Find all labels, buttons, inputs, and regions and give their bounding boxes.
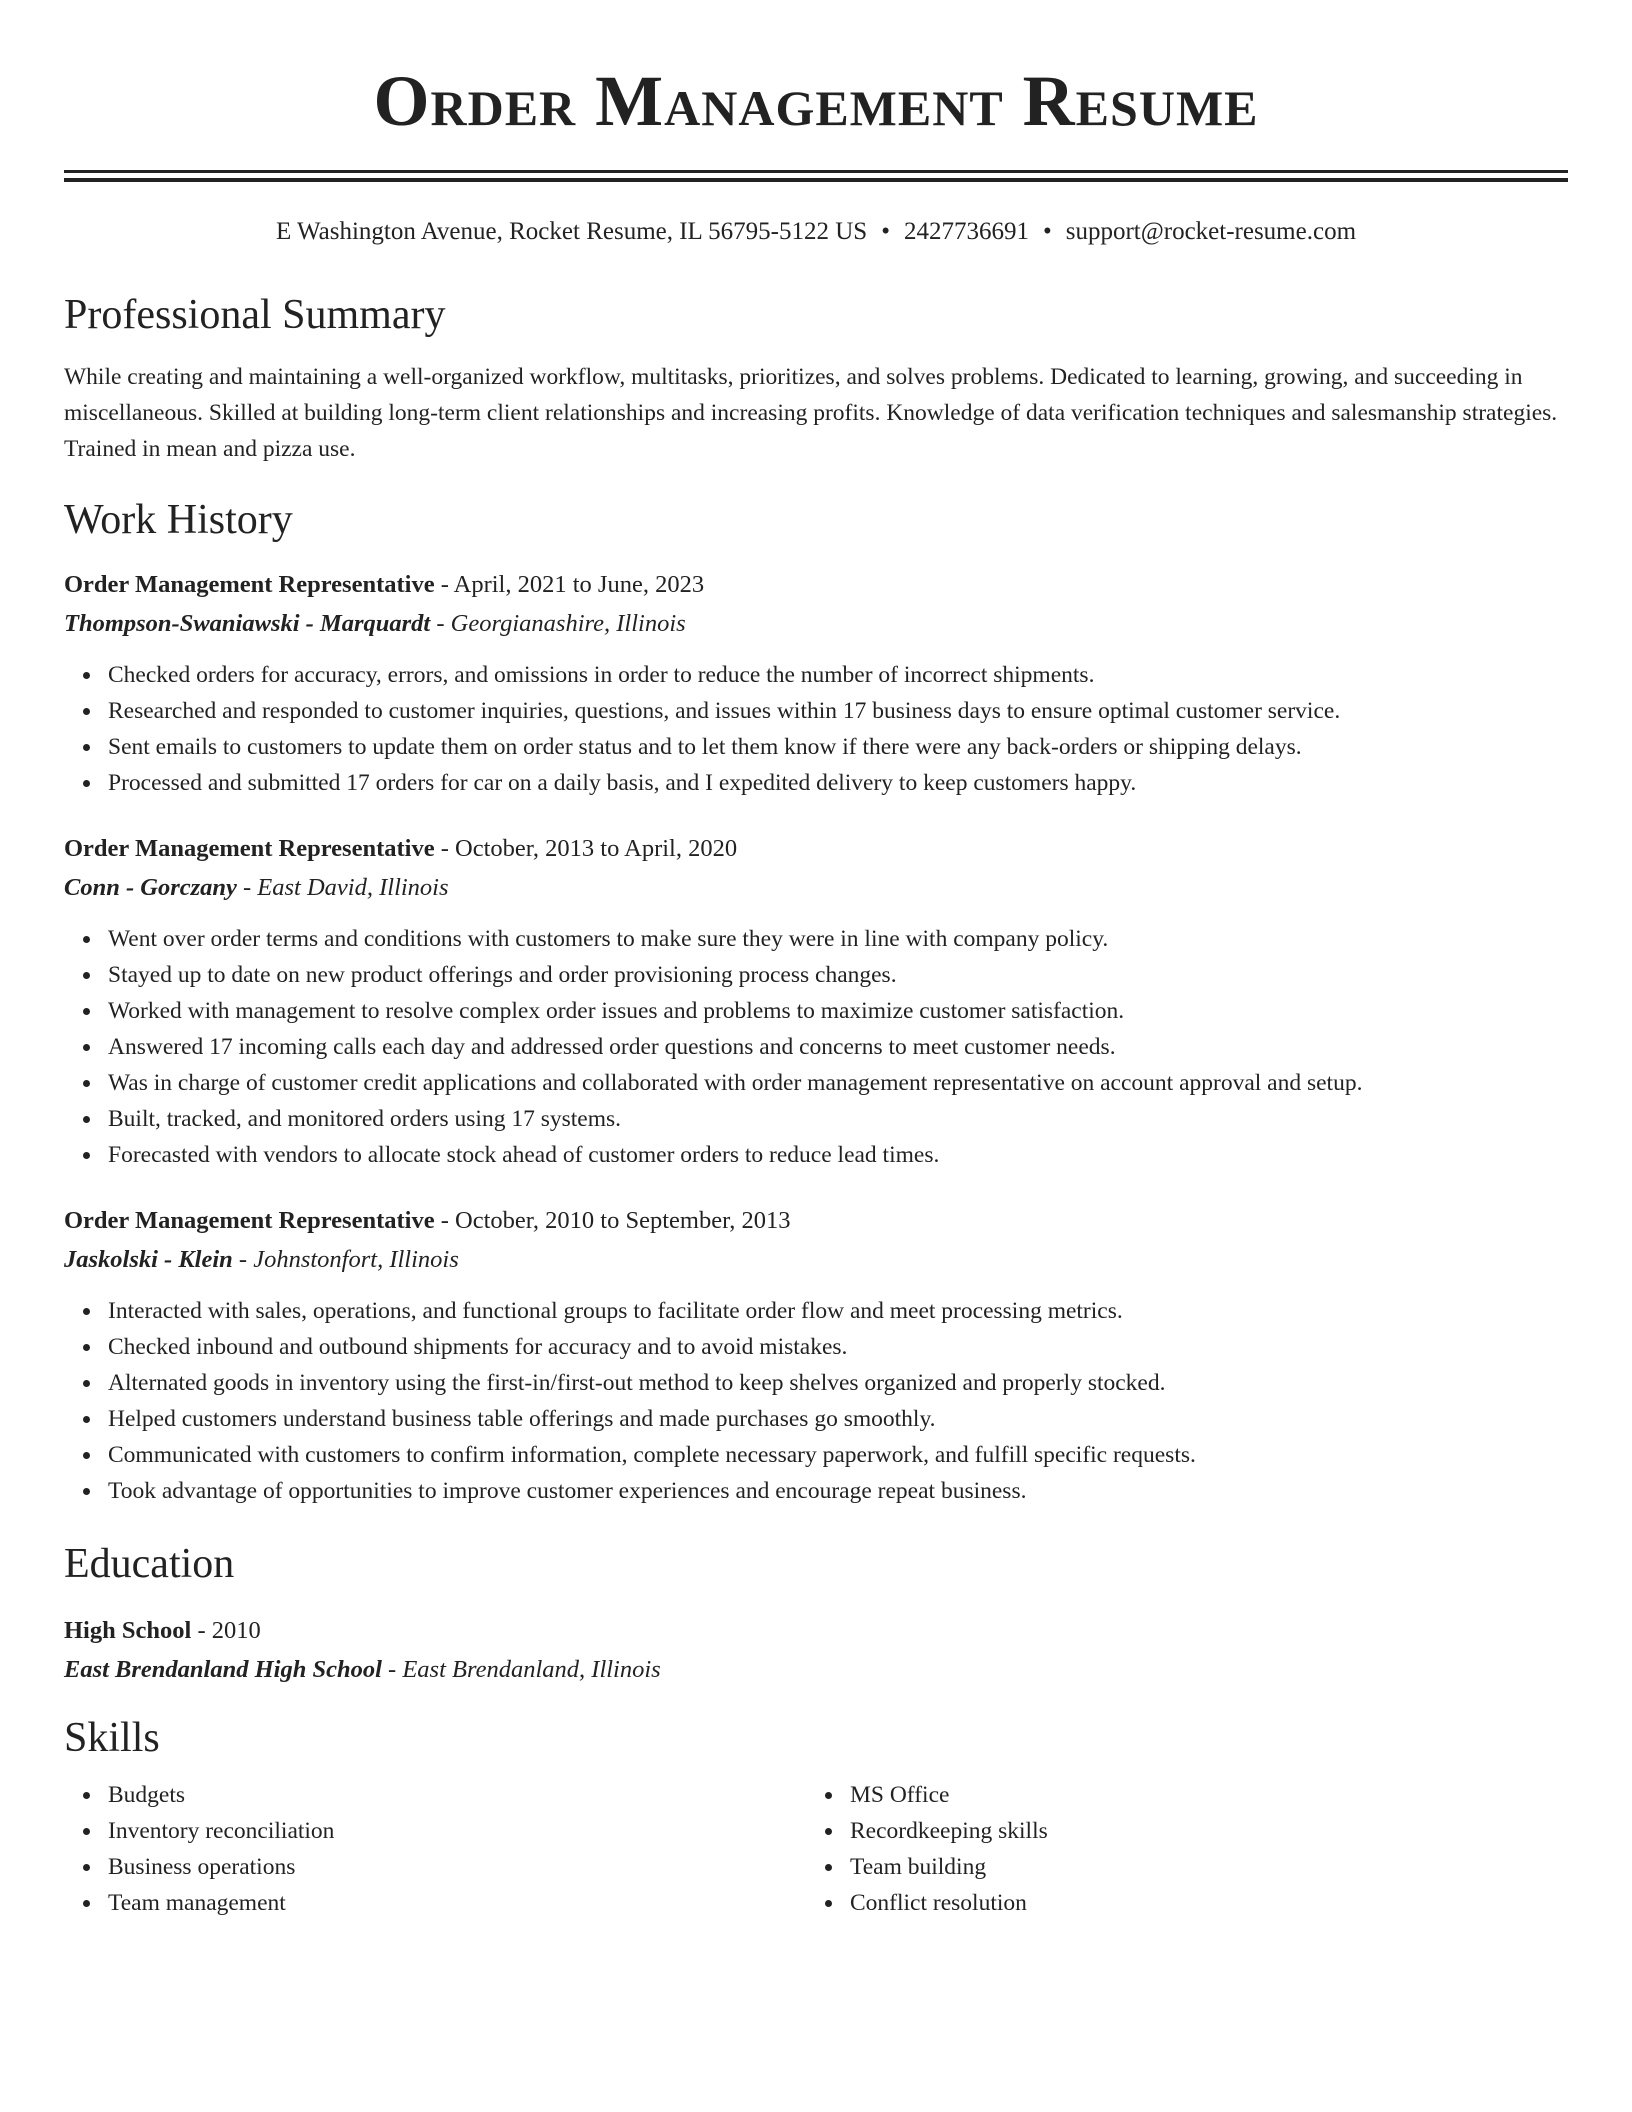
section-title-skills: Skills <box>64 1715 160 1761</box>
job-dates: - October, 2010 to September, 2013 <box>434 1207 791 1234</box>
skill-item: Team building <box>850 1849 1548 1885</box>
employer-name: Thompson-Swaniawski - Marquardt <box>64 610 431 637</box>
list-item: Forecasted with vendors to allocate stock ahead of customer orders to reduce lead times. <box>108 1137 1568 1173</box>
list-item: Stayed up to date on new product offerings and order provisioning process changes. <box>108 957 1568 993</box>
job-bullets <box>64 921 1568 1173</box>
list-item: Took advantage of opportunities to improve customer experiences and encourage repeat business. <box>108 1473 1568 1509</box>
list-item: Sent emails to customers to update them on order status and to let them know if there were any back-orders or shipping delays. <box>108 729 1568 765</box>
job-role: Order Management Representative <box>64 835 435 862</box>
school-line <box>64 1651 1568 1689</box>
school-name: East Brendanland High School <box>64 1656 382 1683</box>
skills-list <box>64 1777 806 1921</box>
employer-line <box>64 605 1568 643</box>
employer-location: - Johnstonfort, Illinois <box>232 1246 459 1273</box>
list-item: Worked with management to resolve complex order issues and problems to maximize customer satisfaction. <box>108 993 1568 1029</box>
list-item: Helped customers understand business table offerings and made purchases go smoothly. <box>108 1401 1568 1437</box>
list-item: Checked orders for accuracy, errors, and omissions in order to reduce the number of incorrect shipments. <box>108 657 1568 693</box>
contact-separator: • <box>1042 218 1052 245</box>
job-dates: - April, 2021 to June, 2023 <box>434 571 705 598</box>
skill-item: Recordkeeping skills <box>850 1813 1548 1849</box>
skills-column-right <box>806 1777 1548 1921</box>
list-item: Processed and submitted 17 orders for car on a daily basis, and I expedited delivery to keep customers happy. <box>108 765 1568 801</box>
list-item: Answered 17 incoming calls each day and addressed order questions and concerns to meet customer needs. <box>108 1029 1568 1065</box>
employer-line <box>64 869 1568 907</box>
skill-item: Team management <box>108 1885 806 1921</box>
contact-phone: 2427736691 <box>903 218 1029 245</box>
skill-item: Conflict resolution <box>850 1885 1548 1921</box>
list-item: Checked inbound and outbound shipments for accuracy and to avoid mistakes. <box>108 1329 1568 1365</box>
job-heading <box>64 831 1568 867</box>
list-item: Interacted with sales, operations, and functional groups to facilitate order flow and meet processing metrics. <box>108 1293 1568 1329</box>
job-dates: - October, 2013 to April, 2020 <box>434 835 738 862</box>
skills-grid <box>64 1777 1568 1921</box>
section-title-work-history: Work History <box>64 497 293 543</box>
education-heading <box>64 1613 1568 1649</box>
list-item: Alternated goods in inventory using the first-in/first-out method to keep shelves organized and properly stocked. <box>108 1365 1568 1401</box>
job-heading <box>64 1203 1568 1239</box>
skill-item: Business operations <box>108 1849 806 1885</box>
skills-list <box>806 1777 1548 1921</box>
section-title-summary: Professional Summary <box>64 292 446 338</box>
education-entry <box>64 1613 1568 1689</box>
contact-line <box>64 216 1568 248</box>
job-role: Order Management Representative <box>64 1207 435 1234</box>
skill-item: Budgets <box>108 1777 806 1813</box>
job-heading <box>64 567 1568 603</box>
school-location: - East Brendanland, Illinois <box>381 1656 661 1683</box>
employer-location: - East David, Illinois <box>236 874 449 901</box>
education-degree: High School <box>64 1617 192 1644</box>
job-bullets <box>64 1293 1568 1509</box>
resume-title: Order Management Resume <box>373 61 1259 141</box>
education-year: - 2010 <box>191 1617 261 1644</box>
employer-name: Jaskolski - Klein <box>64 1246 233 1273</box>
job-bullets <box>64 657 1568 801</box>
employer-line <box>64 1241 1568 1279</box>
skills-column-left <box>64 1777 806 1921</box>
job-entry <box>64 831 1568 1173</box>
title-divider <box>64 170 1568 182</box>
list-item: Researched and responded to customer inquiries, questions, and issues within 17 business days to ensure optimal customer service. <box>108 693 1568 729</box>
employer-name: Conn - Gorczany <box>64 874 237 901</box>
job-entry <box>64 567 1568 801</box>
list-item: Was in charge of customer credit applications and collaborated with order management representative on account approval and setup. <box>108 1065 1568 1101</box>
employer-location: - Georgianashire, Illinois <box>430 610 686 637</box>
contact-address: E Washington Avenue, Rocket Resume, IL 56795-5122 US <box>275 218 868 245</box>
skill-item: Inventory reconciliation <box>108 1813 806 1849</box>
skill-item: MS Office <box>850 1777 1548 1813</box>
list-item: Built, tracked, and monitored orders using 17 systems. <box>108 1101 1568 1137</box>
list-item: Went over order terms and conditions with customers to make sure they were in line with company policy. <box>108 921 1568 957</box>
summary-text: While creating and maintaining a well-organized workflow, multitasks, prioritizes, and solves problems. Dedicated to learning, growing, and succeeding in miscellaneous. Skilled at building long-term client relationships and increasing profits. Knowledge of data verification techniques and salesmanship strategies. Trained in mean and pizza use. <box>64 364 1558 462</box>
list-item: Communicated with customers to confirm information, complete necessary paperwork, and fulfill specific requests. <box>108 1437 1568 1473</box>
job-entry <box>64 1203 1568 1509</box>
section-title-education: Education <box>64 1541 235 1587</box>
contact-separator: • <box>881 218 890 245</box>
job-role: Order Management Representative <box>64 571 435 598</box>
contact-email: support@rocket-resume.com <box>1065 218 1357 245</box>
